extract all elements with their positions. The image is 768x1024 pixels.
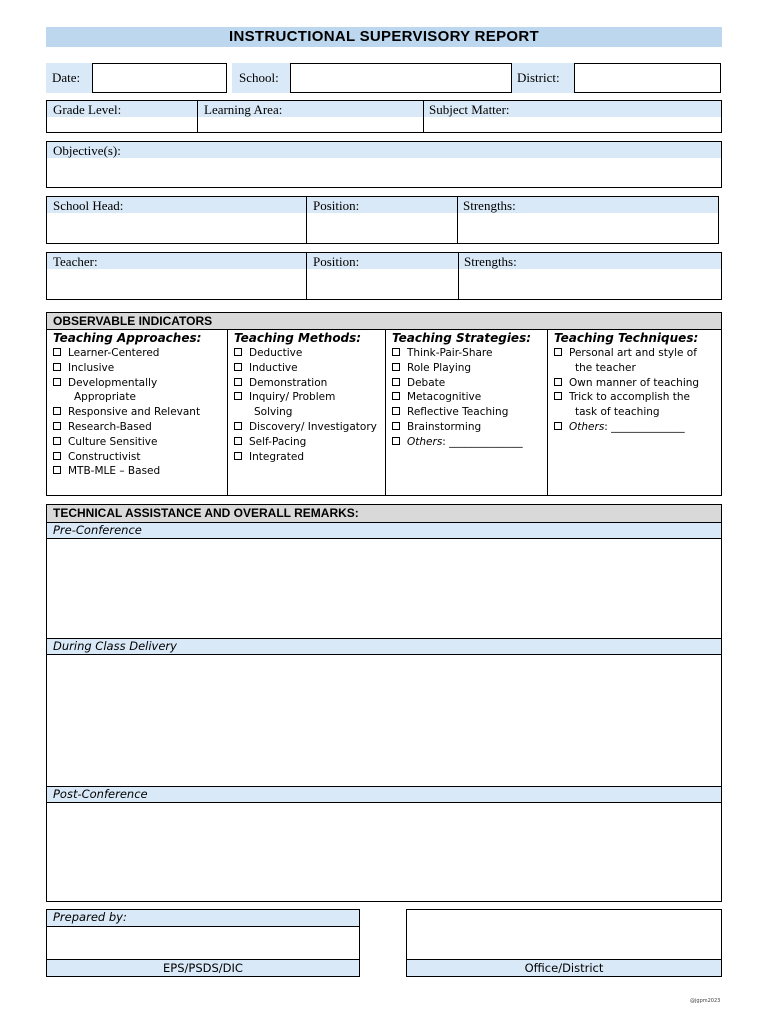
- checkbox-icon[interactable]: [234, 437, 242, 445]
- indicators-heading: OBSERVABLE INDICATORS: [47, 313, 721, 330]
- district-field[interactable]: [574, 63, 721, 93]
- checkbox-item[interactable]: Reflective Teaching: [392, 405, 547, 420]
- learning-area-label: Learning Area:: [204, 102, 283, 117]
- grade-level-label: Grade Level:: [53, 102, 122, 117]
- office-signature[interactable]: [407, 910, 721, 960]
- date-label: Date:: [52, 70, 81, 85]
- item-continuation: the teacher: [575, 361, 636, 374]
- head-position-label: Position:: [313, 198, 360, 213]
- teacher-row: [46, 252, 722, 300]
- school-field[interactable]: [290, 63, 512, 93]
- checkbox-item[interactable]: Integrated: [234, 450, 385, 465]
- checkbox-item[interactable]: Debate: [392, 376, 547, 391]
- techniques-column: [548, 330, 723, 495]
- checkbox-icon[interactable]: [234, 422, 242, 430]
- checkbox-icon[interactable]: [53, 348, 61, 356]
- techniques-title: Teaching Techniques:: [554, 331, 699, 345]
- teacher-strip: [47, 253, 721, 269]
- checkbox-icon[interactable]: [53, 437, 61, 445]
- checkbox-item[interactable]: Trick to accomplish the: [554, 390, 723, 405]
- date-label-cell: [46, 63, 92, 93]
- checkbox-item[interactable]: Metacognitive: [392, 390, 547, 405]
- checkbox-item[interactable]: Constructivist: [53, 450, 227, 465]
- item-continuation: Appropriate: [74, 391, 136, 404]
- checkbox-icon[interactable]: [392, 437, 400, 445]
- checkbox-icon[interactable]: [234, 392, 242, 400]
- checkbox-icon[interactable]: [53, 466, 61, 474]
- checkbox-item[interactable]: Culture Sensitive: [53, 435, 227, 450]
- checkbox-icon[interactable]: [234, 363, 242, 371]
- others-item[interactable]: Others: ______________: [554, 420, 723, 435]
- checkbox-icon[interactable]: [53, 363, 61, 371]
- approaches-column: [47, 330, 227, 495]
- school-head-label: School Head:: [53, 198, 124, 213]
- divider: [306, 253, 307, 299]
- checkbox-item[interactable]: Role Playing: [392, 361, 547, 376]
- checkbox-icon[interactable]: [234, 452, 242, 460]
- divider: [423, 101, 424, 132]
- checkbox-item[interactable]: Brainstorming: [392, 420, 547, 435]
- date-field[interactable]: [92, 63, 227, 93]
- during-class-label: During Class Delivery: [47, 638, 721, 655]
- checkbox-icon[interactable]: [392, 363, 400, 371]
- objectives-strip: [47, 142, 721, 158]
- methods-title: Teaching Methods:: [234, 331, 362, 345]
- checkbox-icon[interactable]: [392, 378, 400, 386]
- grade-row-strip: [47, 101, 721, 117]
- item-continuation: task of teaching: [575, 406, 660, 419]
- school-label-cell: [232, 63, 290, 93]
- checkbox-item[interactable]: Self-Pacing: [234, 435, 385, 450]
- checkbox-item[interactable]: MTB-MLE – Based: [53, 464, 227, 479]
- checkbox-icon[interactable]: [234, 348, 242, 356]
- checkbox-item[interactable]: Personal art and style of: [554, 346, 723, 361]
- report-title: INSTRUCTIONAL SUPERVISORY REPORT: [46, 27, 722, 47]
- item-continuation: Solving: [254, 406, 293, 419]
- checkbox-item[interactable]: Responsive and Relevant: [53, 405, 227, 420]
- checkbox-icon[interactable]: [554, 392, 562, 400]
- footer-mark: @jgpm2023: [690, 998, 721, 1004]
- post-conference-label: Post-Conference: [47, 786, 721, 803]
- prepared-by-signature[interactable]: [47, 927, 359, 960]
- objectives-row[interactable]: [46, 141, 722, 188]
- school-label: School:: [239, 70, 279, 85]
- checkbox-icon[interactable]: [234, 378, 242, 386]
- pre-conference-area[interactable]: [47, 539, 721, 638]
- teacher-position-label: Position:: [313, 254, 360, 269]
- checkbox-item[interactable]: Discovery/ Investigatory: [234, 420, 385, 435]
- prepared-by-label: Prepared by:: [47, 910, 359, 927]
- office-caption: Office/District: [407, 959, 721, 976]
- others-item[interactable]: Others: ______________: [392, 435, 547, 450]
- checkbox-icon[interactable]: [392, 348, 400, 356]
- checkbox-icon[interactable]: [554, 422, 562, 430]
- checkbox-icon[interactable]: [53, 407, 61, 415]
- district-label: District:: [517, 70, 560, 85]
- strategies-column: [386, 330, 547, 495]
- checkbox-item[interactable]: Inquiry/ Problem: [234, 390, 385, 405]
- during-class-area[interactable]: [47, 655, 721, 786]
- prepared-by-box: [46, 909, 360, 977]
- pre-conference-label: Pre-Conference: [47, 522, 721, 539]
- post-conference-area[interactable]: [47, 803, 721, 901]
- checkbox-icon[interactable]: [53, 452, 61, 460]
- subject-matter-label: Subject Matter:: [429, 102, 510, 117]
- divider: [457, 197, 458, 243]
- checkbox-item[interactable]: Think-Pair-Share: [392, 346, 547, 361]
- indicators-box: [46, 312, 722, 496]
- checkbox-icon[interactable]: [392, 407, 400, 415]
- objectives-label: Objective(s):: [53, 143, 121, 158]
- checkbox-item[interactable]: Demonstration: [234, 376, 385, 391]
- divider: [458, 253, 459, 299]
- checkbox-icon[interactable]: [554, 348, 562, 356]
- strategies-title: Teaching Strategies:: [392, 331, 532, 345]
- divider: [197, 101, 198, 132]
- head-strengths-label: Strengths:: [463, 198, 516, 213]
- checkbox-icon[interactable]: [392, 422, 400, 430]
- methods-column: [228, 330, 385, 495]
- checkbox-icon[interactable]: [53, 378, 61, 386]
- divider: [306, 197, 307, 243]
- office-box: [406, 909, 722, 977]
- checkbox-item[interactable]: Deductive: [234, 346, 385, 361]
- remarks-box: [46, 504, 722, 902]
- teacher-strengths-label: Strengths:: [464, 254, 517, 269]
- school-head-strip: [47, 197, 718, 213]
- checkbox-item[interactable]: Own manner of teaching: [554, 376, 723, 391]
- checkbox-item[interactable]: Developmentally: [53, 376, 227, 391]
- checkbox-item[interactable]: Learner-Centered: [53, 346, 227, 361]
- checkbox-icon[interactable]: [554, 378, 562, 386]
- district-label-cell: [512, 63, 574, 93]
- teacher-label: Teacher:: [53, 254, 98, 269]
- checkbox-icon[interactable]: [53, 422, 61, 430]
- grade-row: [46, 100, 722, 133]
- school-head-row: [46, 196, 719, 244]
- checkbox-item[interactable]: Inclusive: [53, 361, 227, 376]
- checkbox-icon[interactable]: [392, 392, 400, 400]
- prepared-by-caption: EPS/PSDS/DIC: [47, 959, 359, 976]
- remarks-heading: TECHNICAL ASSISTANCE AND OVERALL REMARKS:: [47, 505, 721, 523]
- checkbox-item[interactable]: Research-Based: [53, 420, 227, 435]
- approaches-title: Teaching Approaches:: [53, 331, 202, 345]
- checkbox-item[interactable]: Inductive: [234, 361, 385, 376]
